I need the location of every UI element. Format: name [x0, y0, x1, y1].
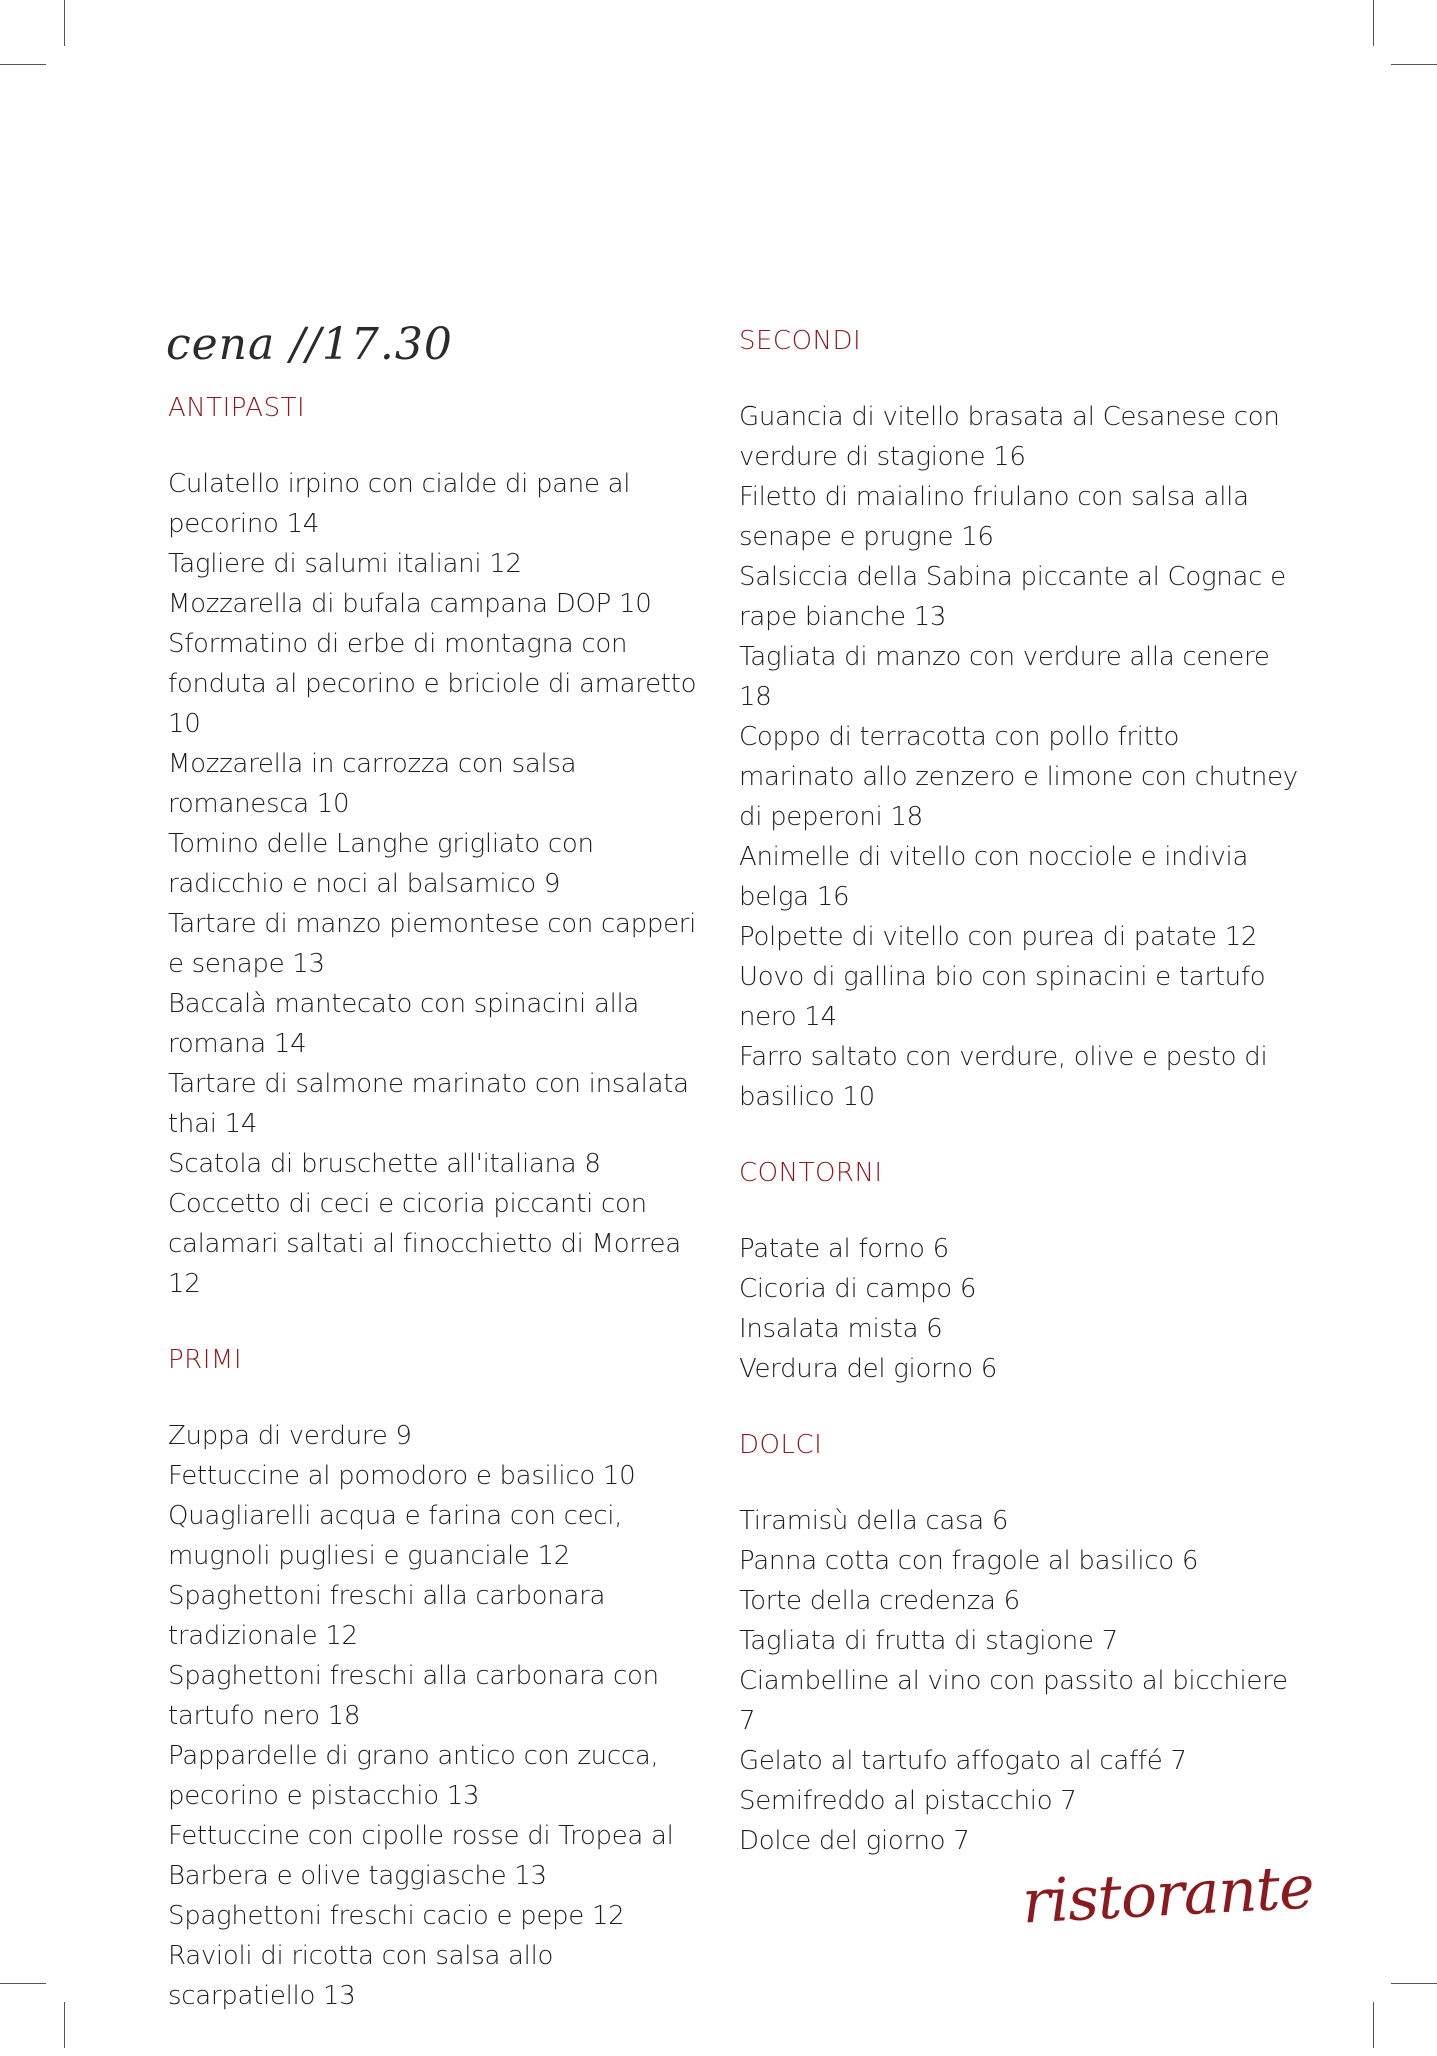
menu-item: Tiramisù della casa 6 — [739, 1506, 1009, 1536]
menu-item: Polpette di vitello con purea di patate 12 — [739, 922, 1258, 952]
ristorante-signature: ristorante — [1020, 1852, 1316, 1938]
menu-left-column — [168, 318, 708, 2056]
menu-section — [739, 325, 1299, 1117]
section-title: SECONDI — [739, 326, 862, 356]
section-title: PRIMI — [168, 1345, 243, 1375]
crop-mark — [1373, 0, 1374, 46]
menu-item: Verdura del giorno 6 — [739, 1354, 998, 1384]
menu-item: Tartare di manzo piemontese con capperi e senape 13 — [168, 909, 697, 979]
menu-title: cena //17.30 — [166, 319, 453, 370]
menu-item: Coccetto di ceci e cicoria piccanti con calamari saltati al finocchietto di Morrea 12 — [168, 1189, 681, 1299]
menu-item: Dolce del giorno 7 — [739, 1826, 970, 1856]
menu-item: Scatola di bruschette all'italiana 8 — [168, 1149, 601, 1179]
menu-item: Tomino delle Langhe grigliato con radicchio e noci al balsamico 9 — [168, 829, 594, 899]
menu-section — [739, 1429, 1299, 1861]
menu-item: Tagliata di frutta di stagione 7 — [739, 1626, 1118, 1656]
menu-item-list — [168, 464, 708, 1304]
section-title: CONTORNI — [739, 1158, 883, 1188]
menu-item: Insalata mista 6 — [739, 1314, 943, 1344]
menu-item: Torte della credenza 6 — [739, 1586, 1020, 1616]
menu-item: Ciambelline al vino con passito al bicchiere 7 — [739, 1666, 1288, 1736]
menu-section — [739, 1157, 1299, 1389]
menu-item: Spaghettoni freschi cacio e pepe 12 — [168, 1901, 625, 1931]
menu-item: Sformatino di erbe di montagna con fonduta al pecorino e briciole di amaretto 10 — [168, 629, 697, 739]
menu-section — [168, 1344, 708, 2016]
menu-item: Mozzarella in carrozza con salsa romanesca 10 — [168, 749, 577, 819]
menu-item: Baccalà mantecato con spinacini alla romana 14 — [168, 989, 640, 1059]
menu-item: Farro saltato con verdure, olive e pesto di basilico 10 — [739, 1042, 1268, 1112]
section-title: DOLCI — [739, 1430, 823, 1460]
left-sections — [168, 392, 708, 2016]
menu-item: Tartare di salmone marinato con insalata thai 14 — [168, 1069, 689, 1139]
menu-item: Uovo di gallina bio con spinacini e tartufo nero 14 — [739, 962, 1266, 1032]
menu-item: Fettuccine con cipolle rosse di Tropea al Barbera e olive taggiasche 13 — [168, 1821, 674, 1891]
menu-item: Zuppa di verdure 9 — [168, 1421, 412, 1451]
menu-section — [168, 392, 708, 1304]
menu-item-list — [168, 1416, 708, 2016]
menu-item: Filetto di maialino friulano con salsa alla senape e prugne 16 — [739, 482, 1249, 552]
menu-item: Panna cotta con fragole al basilico 6 — [739, 1546, 1199, 1576]
menu-item: Tagliata di manzo con verdure alla cenere 18 — [739, 642, 1270, 712]
crop-mark — [0, 64, 46, 65]
menu-item: Tagliere di salumi italiani 12 — [168, 549, 522, 579]
right-sections — [739, 325, 1299, 1861]
menu-item: Gelato al tartufo affogato al caffé 7 — [739, 1746, 1187, 1776]
menu-item: Pappardelle di grano antico con zucca, pecorino e pistacchio 13 — [168, 1741, 659, 1811]
crop-mark — [0, 1983, 46, 1984]
menu-item: Fettuccine al pomodoro e basilico 10 — [168, 1461, 636, 1491]
menu-item: Spaghettoni freschi alla carbonara con tartufo nero 18 — [168, 1661, 659, 1731]
menu-item: Mozzarella di bufala campana DOP 10 — [168, 589, 652, 619]
crop-mark — [1391, 64, 1437, 65]
menu-item: Animelle di vitello con nocciole e indivia belga 16 — [739, 842, 1249, 912]
crop-mark — [1391, 1983, 1437, 1984]
crop-mark — [1373, 2002, 1374, 2048]
menu-item: Quagliarelli acqua e farina con ceci, mugnoli pugliesi e guanciale 12 — [168, 1501, 623, 1571]
menu-item: Spaghettoni freschi alla carbonara tradizionale 12 — [168, 1581, 606, 1651]
menu-item-list — [739, 397, 1299, 1117]
menu-item: Cicoria di campo 6 — [739, 1274, 977, 1304]
menu-item: Semifreddo al pistacchio 7 — [739, 1786, 1077, 1816]
menu-item: Patate al forno 6 — [739, 1234, 949, 1264]
menu-item: Ravioli di ricotta con salsa allo scarpatiello 13 — [168, 1941, 554, 2011]
menu-item: Culatello irpino con cialde di pane al pecorino 14 — [168, 469, 631, 539]
menu-item: Guancia di vitello brasata al Cesanese con verdure di stagione 16 — [739, 402, 1280, 472]
section-title: ANTIPASTI — [168, 393, 306, 423]
menu-item: Salsiccia della Sabina piccante al Cognac e rape bianche 13 — [739, 562, 1286, 632]
menu-item-list — [739, 1501, 1299, 1861]
menu-item: Coppo di terracotta con pollo fritto marinato allo zenzero e limone con chutney di peperoni 18 — [739, 722, 1298, 832]
crop-mark — [64, 2002, 65, 2048]
menu-item-list — [739, 1229, 1299, 1389]
crop-mark — [64, 0, 65, 46]
menu-right-column — [739, 325, 1299, 1901]
